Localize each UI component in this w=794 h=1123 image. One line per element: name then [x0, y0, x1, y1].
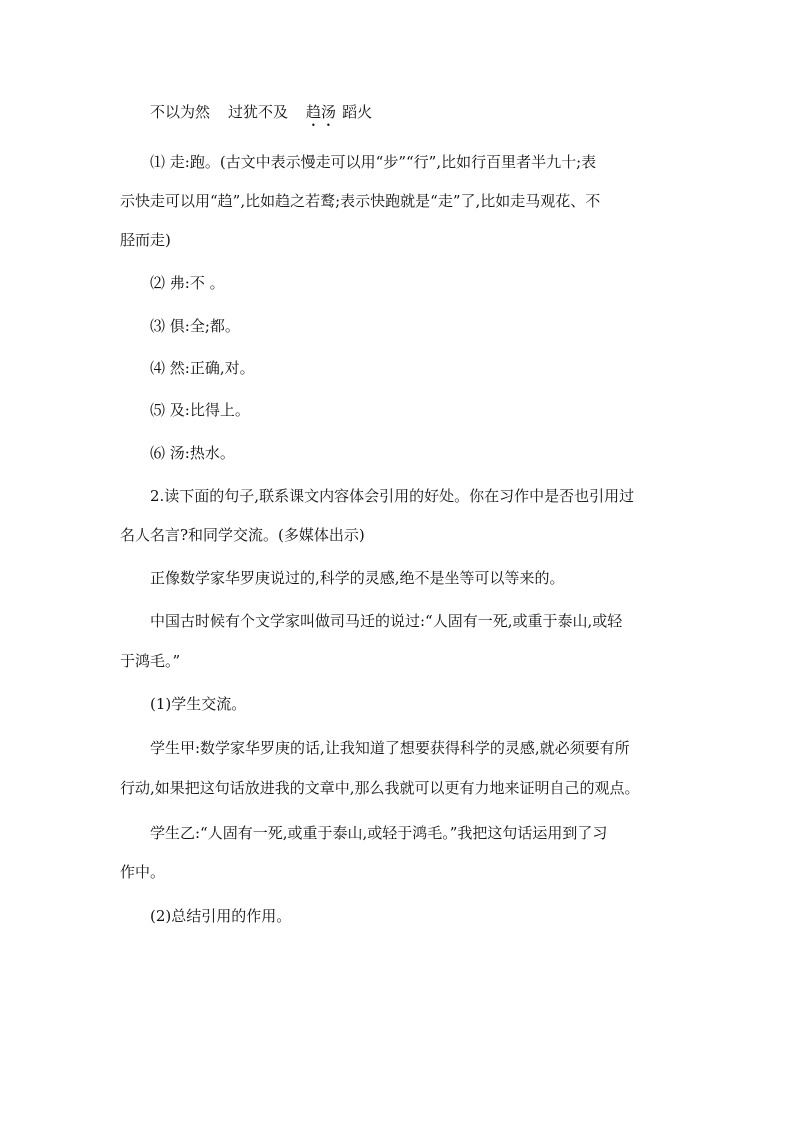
student-b-line-1: 学生乙:“人固有一死,或重于泰山,或轻于鸿毛。”我把这句话运用到了习 — [150, 824, 608, 842]
idiom-line — [150, 102, 710, 130]
section-2-line-1: 2.读下面的句子,联系课文内容体会引用的好处。你在习作中是否也引用过 — [150, 487, 635, 505]
quote-simaqian-line-2: 于鸿毛。” — [120, 652, 181, 670]
note-5: ⑸ 及:比得上。 — [150, 401, 250, 419]
note-1-line-2: 示快走可以用“趋”,比如趋之若鹜;表示快跑就是“走”了,比如走马观花、不 — [120, 192, 601, 210]
quote-hualuogeng: 正像数学家华罗庚说过的,科学的灵感,绝不是坐等可以等来的。 — [150, 569, 565, 587]
idiom-buyiweiran: 不以为然 — [150, 103, 211, 121]
exchange-heading: (1)学生交流。 — [150, 695, 247, 713]
note-1-line-1: ⑴ 走:跑。(古文中表示慢走可以用“步”“行”,比如行百里者半九十;表 — [150, 153, 597, 171]
summary-heading: (2)总结引用的作用。 — [150, 907, 292, 925]
idiom-fuhuo-part1: 趋 — [306, 103, 322, 121]
student-b-line-2: 作中。 — [120, 863, 166, 881]
student-a-line-2: 行动,如果把这句话放进我的文章中,那么我就可以更有力地来证明自己的观点。 — [120, 779, 640, 797]
idiom-guoyoubuji: 过犹不及 — [228, 103, 289, 121]
student-a-line-1: 学生甲:数学家华罗庚的话,让我知道了想要获得科学的灵感,就必须要有所 — [150, 739, 630, 757]
note-2: ⑵ 弗:不 。 — [150, 274, 225, 292]
idiom-fuhuo-part2: 汤 — [321, 103, 337, 121]
note-4: ⑷ 然:正确,对。 — [150, 359, 255, 377]
note-1-line-3: 胫而走) — [120, 231, 171, 249]
note-3: ⑶ 俱:全;都。 — [150, 317, 240, 335]
section-2-line-2: 名人名言?和同学交流。(多媒体出示) — [120, 526, 365, 544]
note-6: ⑹ 汤:热水。 — [150, 444, 235, 462]
quote-simaqian-line-1: 中国古时候有个文学家叫做司马迁的说过:“人固有一死,或重于泰山,或轻 — [150, 612, 623, 630]
idiom-fuhuo-part3: 蹈火 — [342, 103, 373, 121]
